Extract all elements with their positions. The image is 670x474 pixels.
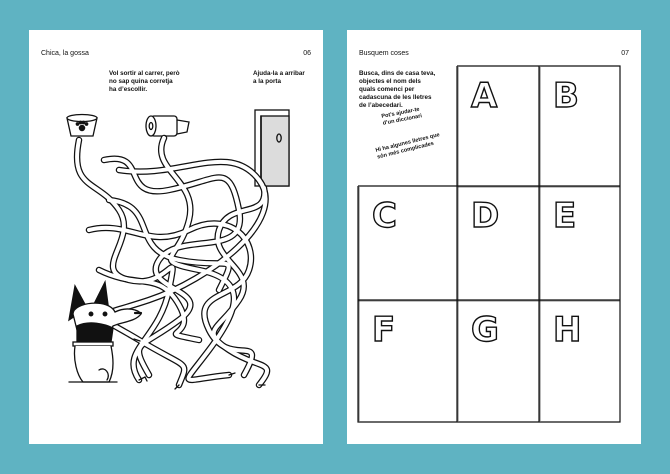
letter-g: G (471, 310, 499, 350)
letter-f: F (372, 310, 396, 350)
hint-dictionary: Pot’s ajudar-te d’un diccionari (381, 106, 423, 127)
letter-c: C (372, 196, 397, 236)
section-title: Busquem coses (359, 50, 409, 57)
letter-a: A (471, 76, 498, 116)
letter-e: E (553, 196, 577, 236)
hint-difficult-letters: Hi ha algunes lletres que són més complicades (375, 132, 441, 161)
toilet-roll-icon (146, 116, 189, 136)
intro-text: Vol sortir al carrer, però no sap quina corretja ha d’escollir. (109, 70, 180, 94)
right-page (347, 30, 641, 444)
page-number: 06 (303, 50, 311, 57)
door-icon (255, 110, 289, 186)
page-number: 07 (621, 50, 629, 57)
letter-h: H (553, 310, 582, 350)
left-page (29, 30, 323, 444)
letter-b: B (553, 76, 579, 116)
leash-maze-illustration (29, 30, 323, 444)
instruction-text: Ajuda-la a arribar a la porta (253, 70, 305, 86)
section-title: Chica, la gossa (41, 50, 89, 57)
food-bowl-icon (67, 115, 97, 137)
letter-d: D (471, 196, 500, 236)
instruction-text: Busca, dins de casa teva, objectes el nom dels quals comenci per cadascuna de les lletres de l’abecedari. (359, 70, 436, 110)
